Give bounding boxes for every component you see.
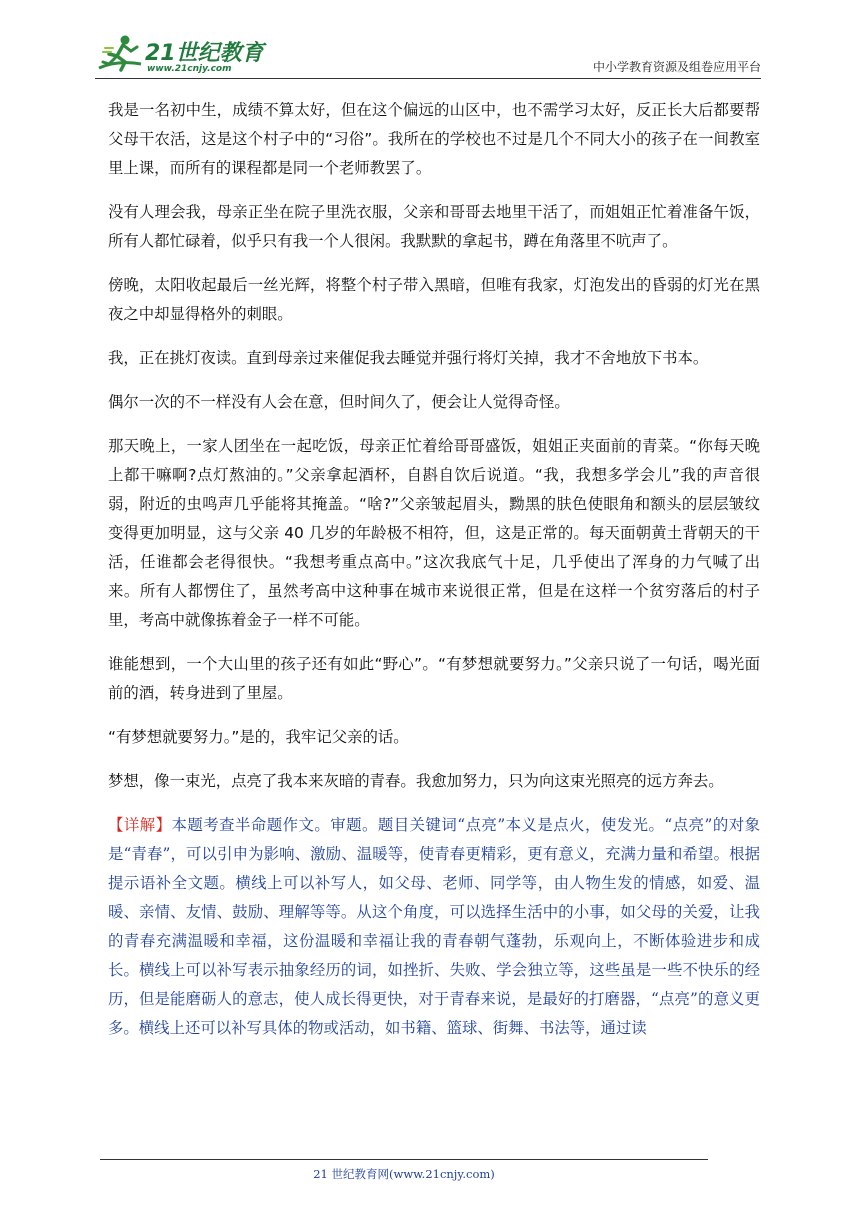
logo: [95, 34, 295, 78]
paragraph: 偶尔一次的不一样没有人会在意，但时间久了，便会让人觉得奇怪。: [108, 393, 570, 411]
analysis-tag: 【详解】: [108, 816, 172, 834]
header-divider: [95, 78, 761, 79]
paragraph: 傍晚，太阳收起最后一丝光辉，将整个村子带入黑暗，但唯有我家，灯泡发出的昏弱的灯光在黑夜之中却显得格外的刺眼。: [108, 276, 760, 323]
header-platform-text: 中小学教育资源及组卷应用平台: [592, 60, 761, 74]
footer-divider: [100, 1159, 708, 1160]
main-content: [108, 96, 760, 1058]
paragraph: 我，正在挑灯夜读。直到母亲过来催促我去睡觉并强行将灯关掉，我才不舍地放下书本。: [108, 349, 709, 367]
paragraph: 谁能想到，一个大山里的孩子还有如此“野心”。“有梦想就要努力。”父亲只说了一句话，喝光面前的酒，转身进到了里屋。: [108, 655, 760, 702]
analysis-paragraph: [108, 811, 760, 1043]
paragraph: 那天晚上，一家人团坐在一起吃饭，母亲正忙着给哥哥盛饭，姐姐正夹面前的青菜。“你每天晚上都干嘛啊?点灯熬油的。”父亲拿起酒杯，自斟自饮后说道。“我，我想多学会儿”我的声音很弱，附近的虫鸣声几乎能将其掩盖。“啥?”父亲皱起眉头，黝黑的肤色使眼角和额头的层层皱纹变得更加明显，这与父亲 40 几岁的年龄极不相符，但，这是正常的。每天面朝黄土背朝天的干活，任谁都会老得很快。“我想考重点高中。”这次我底气十足，几乎使出了浑身的力气喊了出来。所有人都愣住了，虽然考高中这种事在城市来说很正常，但是在这样一个贫穷落后的村子里，考高中就像拣着金子一样不可能。: [108, 437, 760, 629]
paragraph: “有梦想就要努力。”是的，我牢记父亲的话。: [108, 728, 409, 746]
paragraph: 我是一名初中生，成绩不算太好，但在这个偏远的山区中，也不需学习太好，反正长大后都要帮父母干农活，这是这个村子中的“习俗”。我所在的学校也不过是几个不同大小的孩子在一间教室里上课，而所有的课程都是同一个老师教罢了。: [108, 101, 760, 177]
paragraph: 没有人理会我，母亲正坐在院子里洗衣服，父亲和哥哥去地里干活了，而姐姐正忙着准备午饭，所有人都忙碌着，似乎只有我一个人很闲。我默默的拿起书，蹲在角落里不吭声了。: [108, 203, 760, 250]
runner-icon: [95, 34, 143, 78]
analysis-text: 本题考查半命题作文。审题。题目关键词“点亮”本义是点火，使发光。“点亮”的对象是“青春”，可以引申为影响、激励、温暖等，使青春更精彩，更有意义，充满力量和希望。根据提示语补全文题。横线上可以补写人，如父母、老师、同学等，由人物生发的情感，如爱、温暖、亲情、友情、鼓励、理解等等。从这个角度，可以选择生活中的小事，如父母的关爱，让我的青春充满温暖和幸福，这份温暖和幸福让我的青春朝气蓬勃，乐观向上，不断体验进步和成长。横线上可以补写表示抽象经历的词，如挫折、失败、学会独立等，这些虽是一些不快乐的经历，但是能磨砺人的意志，使人成长得更快，对于青春来说，是最好的打磨器，“点亮”的意义更多。横线上还可以补写具体的物或活动，如书籍、篮球、街舞、书法等，通过读: [108, 816, 760, 1037]
logo-url: www.21cnjy.com: [147, 64, 232, 74]
logo-brand: 21世纪教育: [145, 41, 264, 66]
page-footer: 21 世纪教育网(www.21cnjy.com): [313, 1167, 495, 1181]
paragraph: 梦想，像一束光，点亮了我本来灰暗的青春。我愈加努力，只为向这束光照亮的远方奔去。: [108, 772, 724, 790]
page-header: [95, 30, 761, 78]
